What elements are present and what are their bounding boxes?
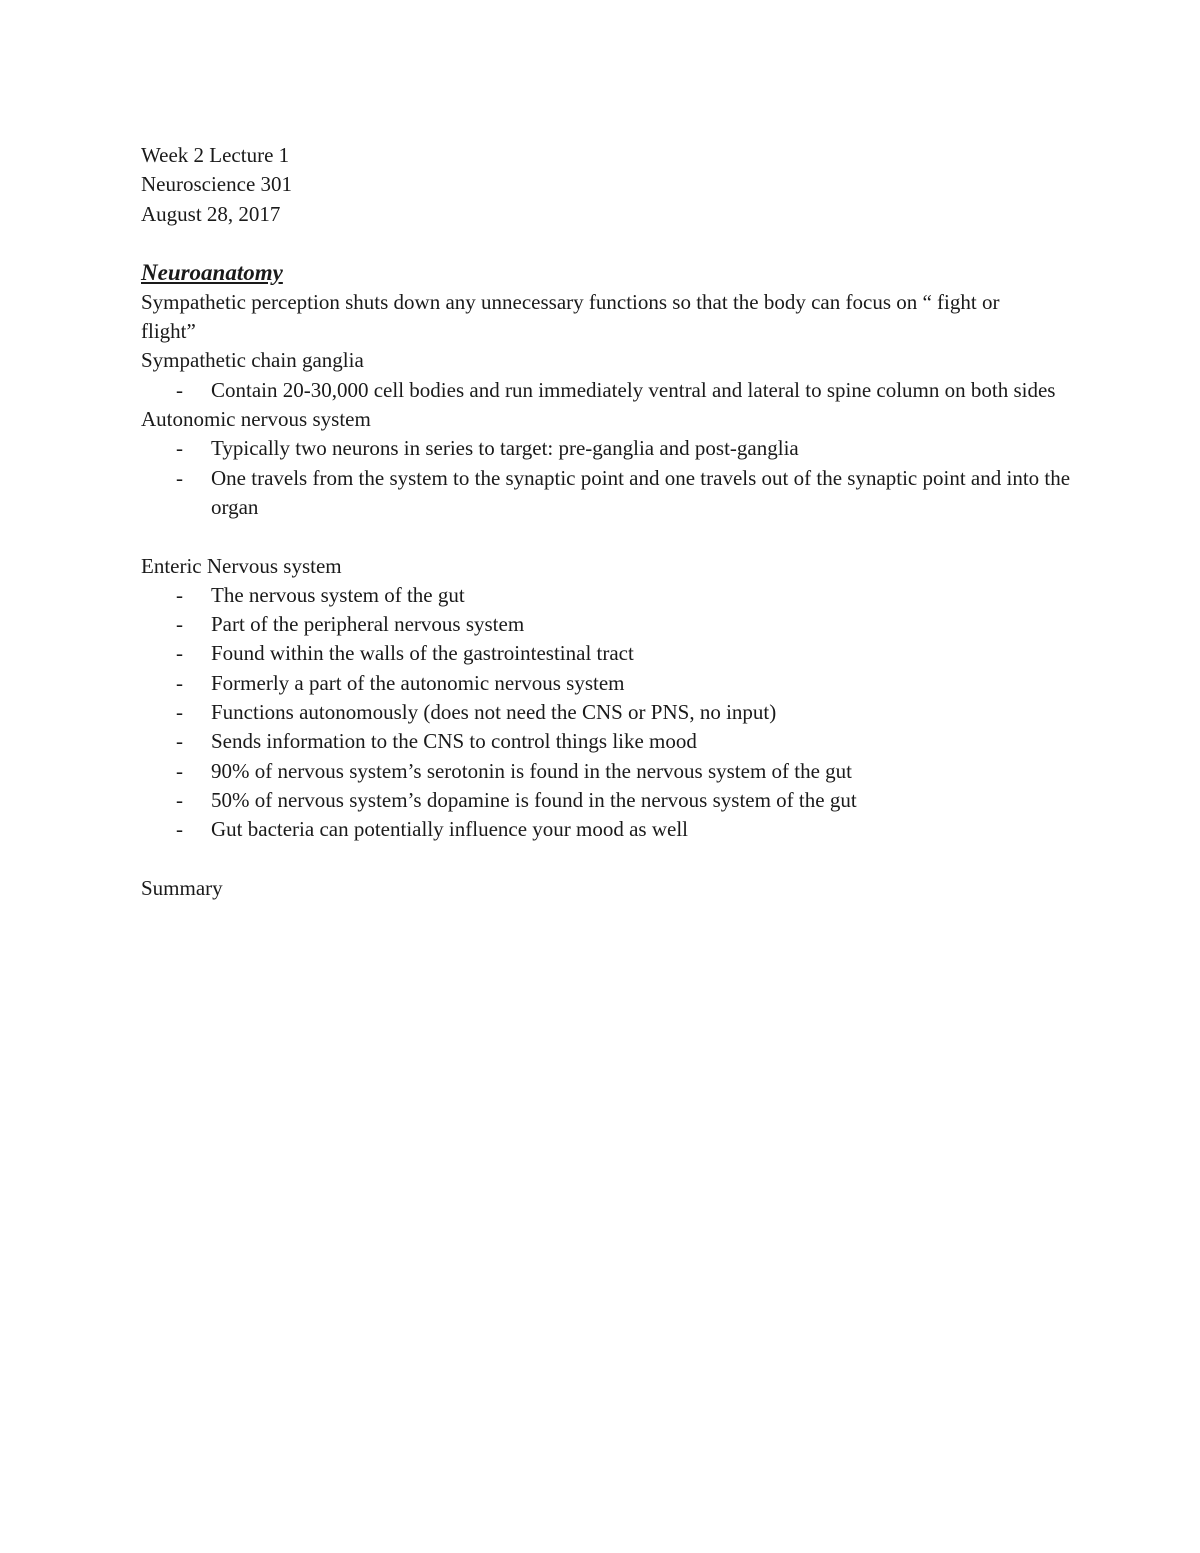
dash-bullet: - [176, 817, 183, 842]
list-item-text: Found within the walls of the gastrointestinal tract [211, 641, 634, 666]
week-lecture-line: Week 2 Lecture 1 [141, 143, 290, 167]
autonomic-list [141, 434, 1071, 522]
enteric-list [141, 581, 1071, 845]
dash-bullet: - [176, 700, 183, 725]
list-item-text: Gut bacteria can potentially influence your mood as well [211, 817, 689, 842]
dash-bullet: - [176, 582, 183, 607]
blank-line [141, 522, 1071, 551]
list-item [141, 669, 1071, 698]
dash-bullet: - [176, 787, 183, 812]
dash-bullet: - [176, 641, 183, 666]
course-line: Neuroscience 301 [141, 172, 293, 197]
list-item-text: Contain 20-30,000 cell bodies and run immediately ventral and lateral to spine column on both sides [211, 377, 1056, 402]
list-item [141, 727, 1071, 756]
list-item [141, 610, 1071, 639]
list-item-text: Functions autonomously (does not need the CNS or PNS, no input) [211, 700, 777, 725]
dash-bullet: - [176, 465, 183, 490]
list-item [141, 464, 1071, 523]
list-item-text: Part of the peripheral nervous system [211, 612, 525, 637]
list-item-text: The nervous system of the gut [211, 582, 465, 607]
enteric-label: Enteric Nervous system [141, 553, 342, 578]
list-item-text: One travels from the system to the synaptic point and one travels out of the synaptic point and into the organ [211, 465, 1071, 519]
dash-bullet: - [176, 377, 183, 402]
autonomic-label: Autonomic nervous system [141, 407, 371, 432]
sympathetic-chain-label: Sympathetic chain ganglia [141, 348, 364, 373]
list-item-text: 50% of nervous system’s dopamine is found in the nervous system of the gut [211, 787, 857, 812]
list-item [141, 698, 1071, 727]
list-item-text: 90% of nervous system’s serotonin is found in the nervous system of the gut [211, 758, 853, 783]
list-item [141, 376, 1071, 405]
section-title: Neuroanatomy [141, 259, 283, 285]
dash-bullet: - [176, 612, 183, 637]
sympathetic-chain-list [141, 376, 1071, 405]
list-item-text: Formerly a part of the autonomic nervous system [211, 670, 625, 695]
list-item [141, 434, 1071, 463]
list-item [141, 581, 1071, 610]
list-item-text: Typically two neurons in series to target: pre-ganglia and post-ganglia [211, 436, 799, 461]
list-item [141, 757, 1071, 786]
list-item [141, 815, 1071, 844]
dash-bullet: - [176, 729, 183, 754]
intro-paragraph: Sympathetic perception shuts down any unnecessary functions so that the body can focus on “ fight or flight” [141, 289, 1000, 344]
date-line: August 28, 2017 [141, 201, 281, 226]
dash-bullet: - [176, 670, 183, 695]
list-item-text: Sends information to the CNS to control things like mood [211, 729, 697, 754]
list-item [141, 786, 1071, 815]
summary-label: Summary [141, 875, 223, 900]
dash-bullet: - [176, 436, 183, 461]
dash-bullet: - [176, 758, 183, 783]
list-item [141, 639, 1071, 668]
document-body [141, 141, 1071, 903]
